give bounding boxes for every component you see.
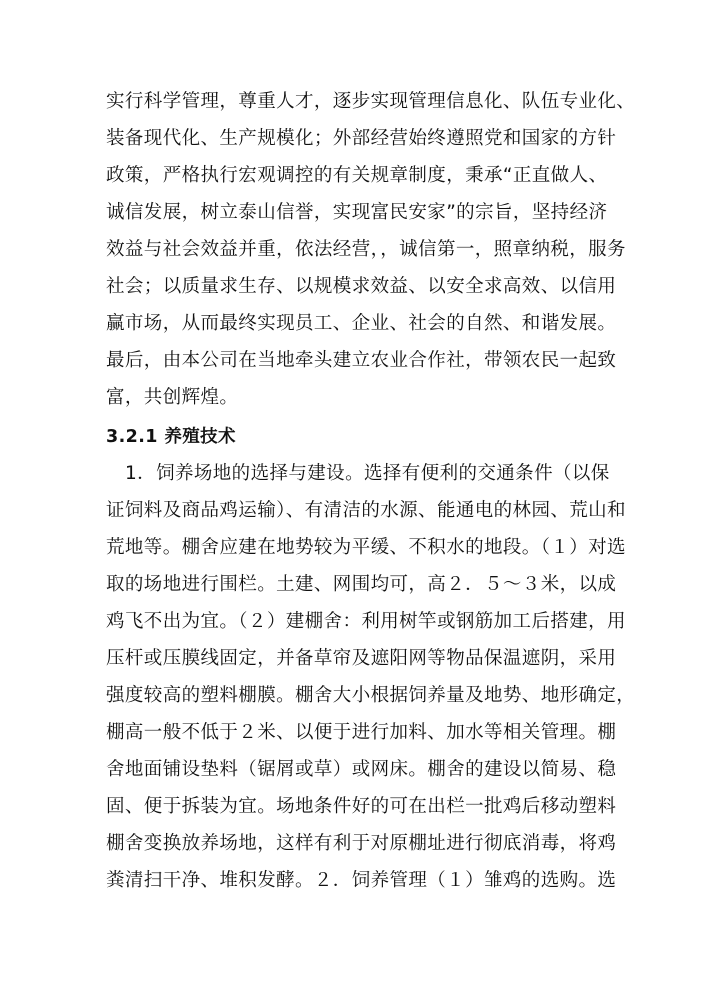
paragraph1-line-4: 诚信发展，树立泰山信誉，实现富民安家”的宗旨，坚持经济 bbox=[106, 202, 608, 223]
paragraph2-line-2: 证饲料及商品鸡运输）、有清洁的水源、能通电的林园、荒山和 bbox=[106, 500, 626, 521]
paragraph1-line-7: 赢市场，从而最终实现员工、企业、社会的自然、和谐发展。 bbox=[106, 313, 617, 334]
section-heading: 3.2.1 养殖技术 bbox=[106, 427, 236, 447]
paragraph2-line-3: 荒地等。棚舍应建在地势较为平缓、不积水的地段。（１）对选 bbox=[106, 537, 626, 558]
paragraph2-line-12: 粪清扫干净、堆积发酵。２．饲养管理（１）雏鸡的选购。选 bbox=[106, 870, 617, 891]
paragraph2-line-8: 棚高一般不低于２米、以便于进行加料、加水等相关管理。棚 bbox=[106, 722, 617, 743]
paragraph1-line-3: 政策，严格执行宏观调控的有关规章制度，秉承“正直做人、 bbox=[106, 165, 608, 186]
paragraph1-line-2: 装备现代化、生产规模化；外部经营始终遵照党和国家的方针 bbox=[106, 128, 617, 149]
paragraph1-line-5: 效益与社会效益并重，依法经营，，诚信第一，照章纳税，服务 bbox=[106, 239, 626, 260]
paragraph1-line-9: 富，共创辉煌。 bbox=[106, 387, 239, 408]
paragraph2-line-5: 鸡飞不出为宜。（２）建棚舍：利用树竿或钢筋加工后搭建，用 bbox=[106, 611, 626, 632]
paragraph1-line-8: 最后，由本公司在当地牵头建立农业合作社，带领农民一起致 bbox=[106, 350, 617, 371]
paragraph2-line-11: 棚舍变换放养场地，这样有利于对原棚址进行彻底消毒，将鸡 bbox=[106, 833, 617, 854]
paragraph1-line-1: 实行科学管理，尊重人才，逐步实现管理信息化、队伍专业化、 bbox=[106, 91, 636, 112]
paragraph2-line-10: 固、便于拆装为宜。场地条件好的可在出栏一批鸡后移动塑料 bbox=[106, 796, 617, 817]
paragraph2-line-7: 强度较高的塑料棚膜。棚舍大小根据饲养量及地势、地形确定， bbox=[106, 685, 636, 706]
paragraph2-line-1: 1．饲养场地的选择与建设。选择有便利的交通条件（以保 bbox=[125, 463, 610, 484]
paragraph2-line-4: 取的场地进行围栏。土建、网围均可，高２．５～３米，以成 bbox=[106, 574, 617, 595]
paragraph1-line-6: 社会；以质量求生存、以规模求效益、以安全求高效、以信用 bbox=[106, 276, 617, 297]
paragraph2-line-6: 压杆或压膜线固定，并备草帘及遮阳网等物品保温遮阴，采用 bbox=[106, 648, 617, 669]
paragraph2-line-9: 舍地面铺设垫料（锯屑或草）或网床。棚舍的建设以简易、稳 bbox=[106, 759, 617, 780]
